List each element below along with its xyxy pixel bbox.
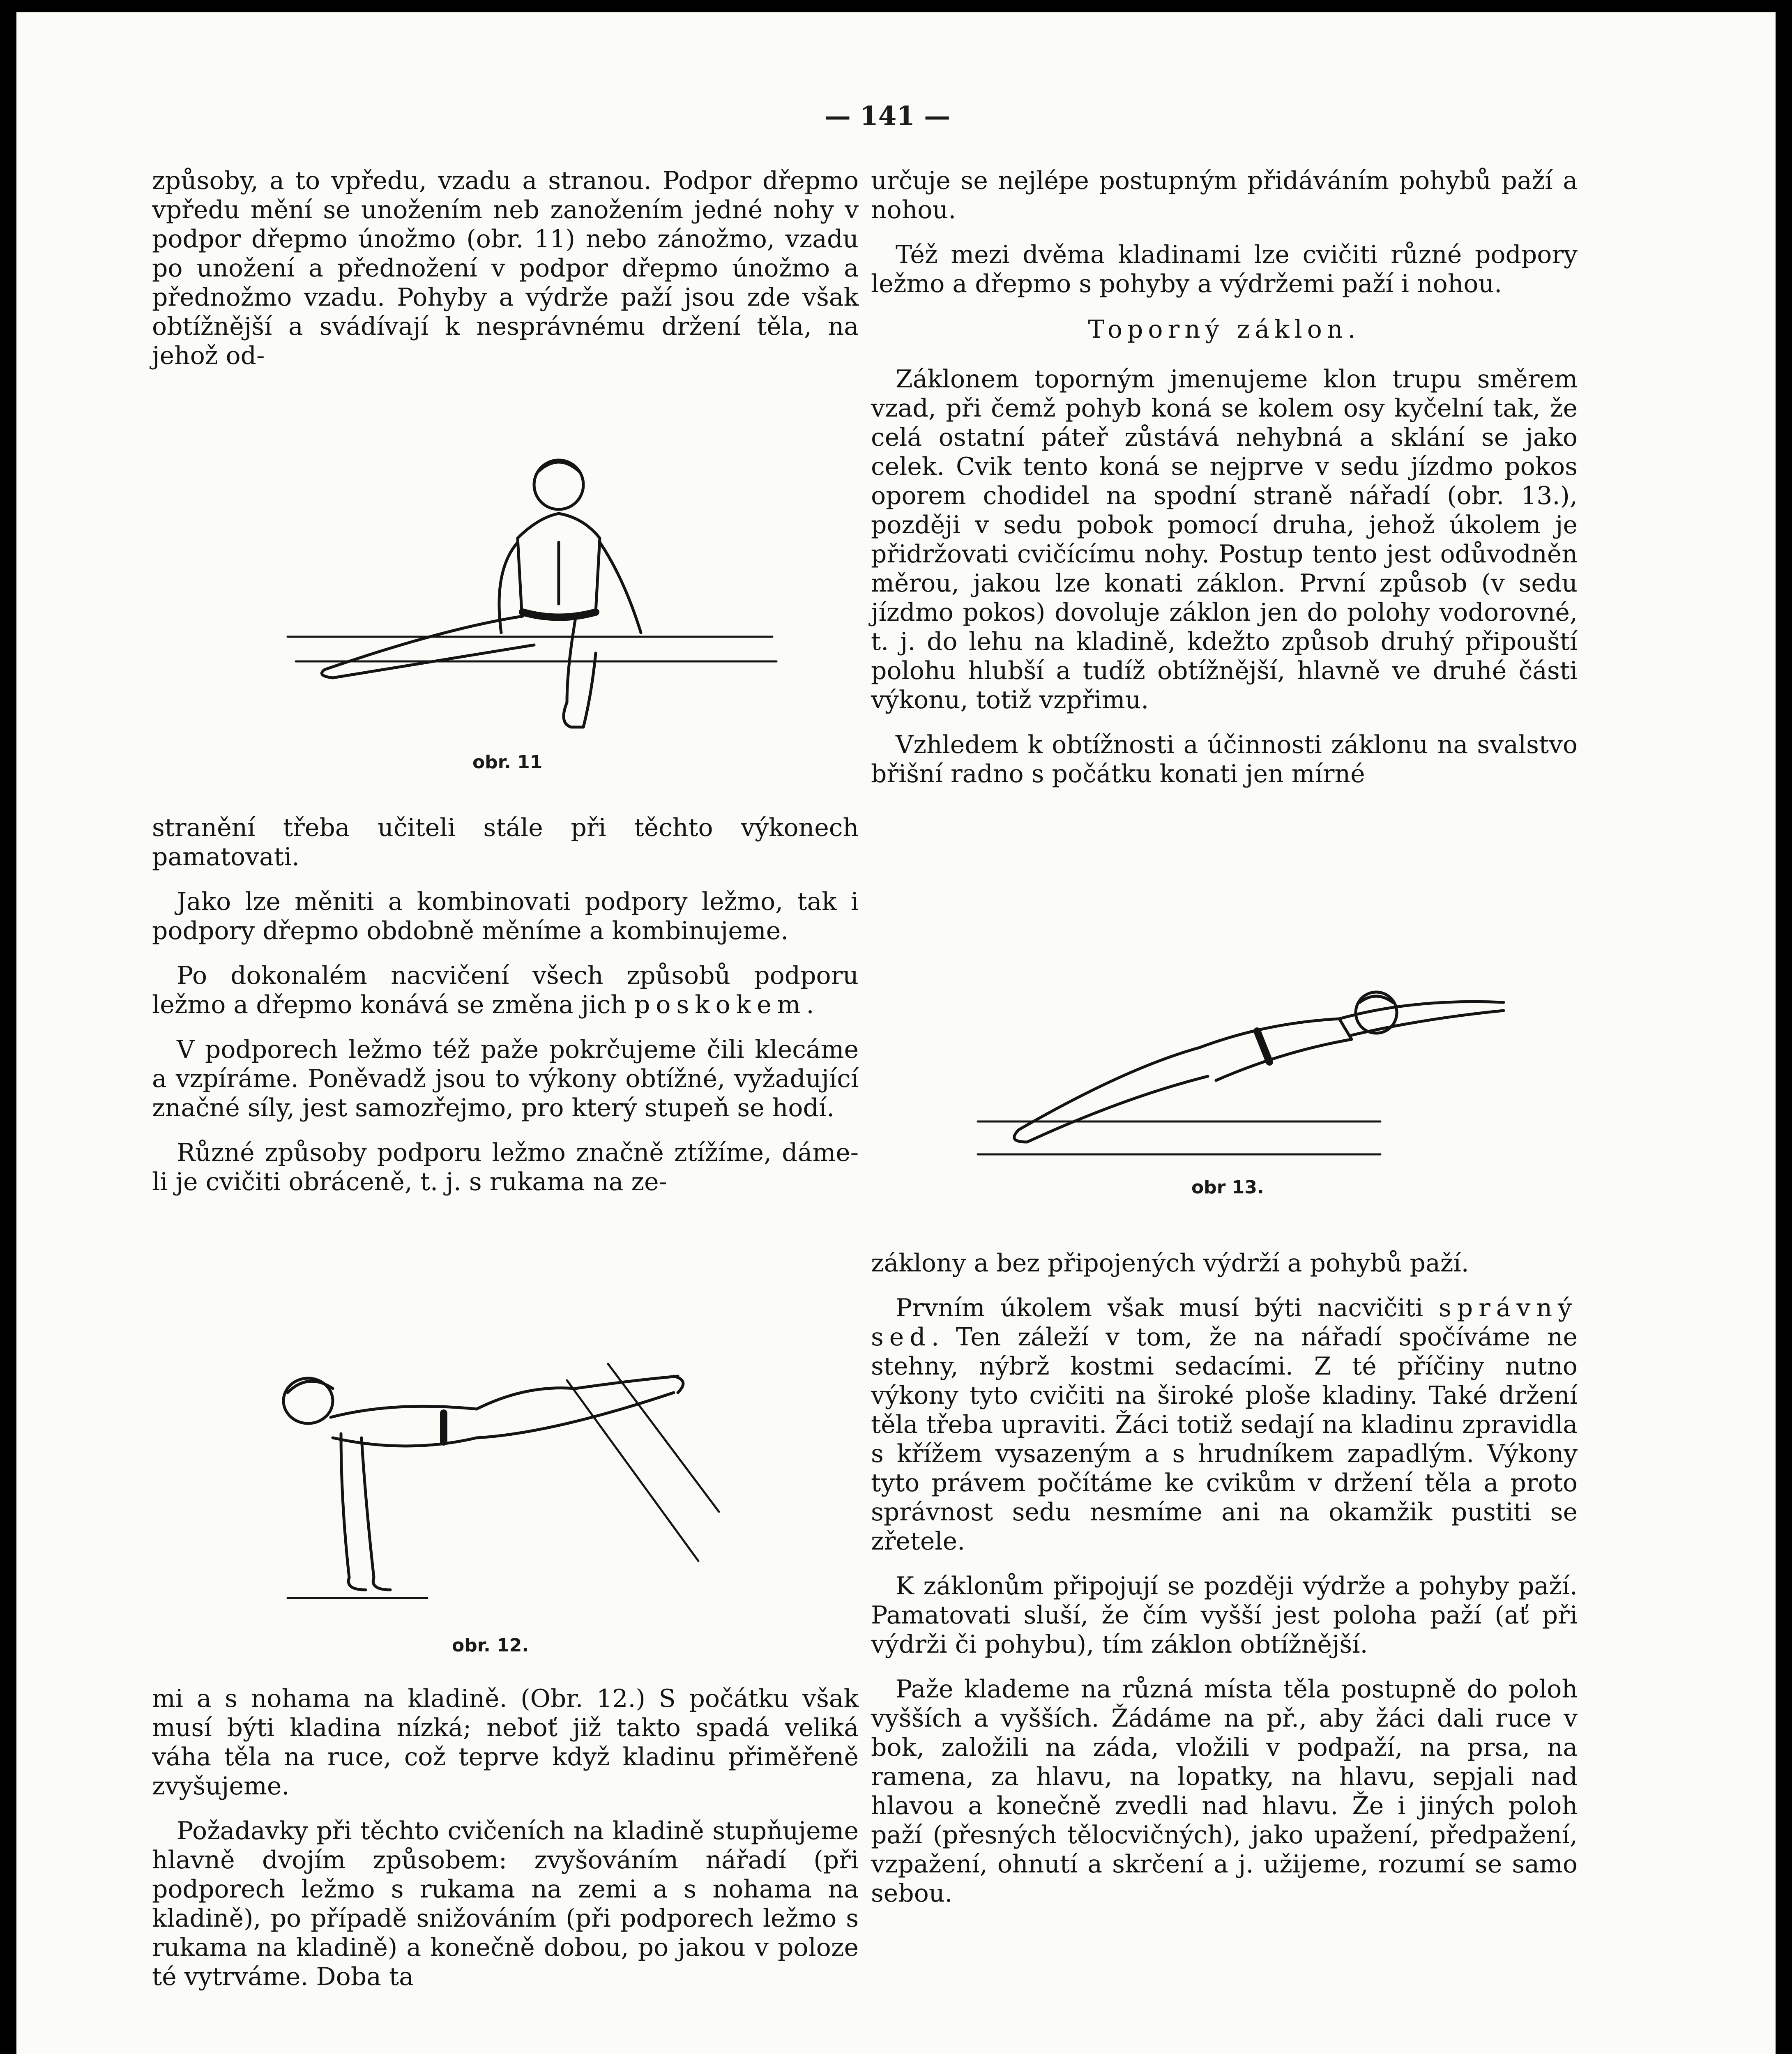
left-column-middle [152, 813, 859, 1197]
paragraph: určuje se nejlépe postupným přidáváním pohybů paží a nohou. [871, 166, 1578, 224]
emphasis-text: správný sed [871, 1294, 1578, 1352]
paragraph: Různé způsoby podporu ležmo značně ztížíme, dáme-li je cvičiti obráceně, t. j. s rukama na ze- [152, 1138, 859, 1196]
text-run: Po dokonalém nacvičení všech způsobů podporu ležmo a dřepmo konává se změna jich [152, 961, 859, 1019]
paragraph: záklony a bez připojených výdrží a pohybů paží. [871, 1249, 1469, 1278]
left-column-top [152, 166, 859, 386]
section-heading: Toporný záklon. [1088, 315, 1361, 344]
text-run: . [806, 990, 814, 1019]
page-number: — 141 — [824, 101, 951, 131]
right-column-top [871, 166, 1578, 789]
book-page [16, 12, 1776, 2054]
paragraph: Záklonem toporným jmenujeme klon trupu směrem vzad, při čemž pohyb koná se kolem osy kyčelní tak, že celá ostatní páteř zůstává nehybná a sklání se jako celek. Cvik tento koná se nejprve v sedu jízdmo pokos oporem chodidel na spodní straně nářadí (obr. 13.), později v sedu pobok pomocí druha, jehož úkolem je přidržovati cvičícímu nohy. Postup tento jest odůvodněn měrou, jakou lze konati záklon. První způsob (v sedu jízdmo pokos) dovoluje záklon jen do polohy vodorovné, t. j. do lehu na kladině, kdežto způsob druhý připouští polohu hlubší a tudíž obtížnější, hlavně ve druhé části výkonu, totiž vzpřimu. [871, 365, 1578, 714]
paragraph: K záklonům připojují se později výdrže a pohyby paží. Pamatovati sluší, že čím vyšší jest poloha paží (ať při výdrži či pohybu), tím záklon obtížnější. [871, 1572, 1578, 1659]
figure-11-caption: obr. 11 [472, 752, 543, 773]
left-column-bottom [152, 1684, 859, 1992]
figure-11-illustration [271, 440, 789, 735]
figure-12-caption: obr. 12. [452, 1635, 529, 1656]
paragraph: Vzhledem k obtížnosti a účinnosti záklonu na svalstvo břišní radno s počátku konati jen mírné [871, 730, 1578, 788]
paragraph: Jako lze měniti a kombinovati podpory ležmo, tak i podpory dřepmo obdobně měníme a kombinujeme. [152, 887, 859, 945]
paragraph [152, 961, 859, 1020]
paragraph [871, 1294, 1578, 1556]
figure-12-illustration [263, 1347, 756, 1610]
right-column-bottom [871, 1249, 1578, 1908]
paragraph: Též mezi dvěma kladinami lze cvičiti různé podpory ležmo a dřepmo s pohyby a výdržemi paží i nohou. [871, 240, 1578, 298]
paragraph: mi a s nohama na kladině. (Obr. 12.) S počátku však musí býti kladina nízká; neboť již takto spadá veliká váha těla na ruce, což teprve když kladinu přiměřeně zvyšujeme. [152, 1684, 859, 1801]
paragraph: Požadavky při těchto cvičeních na kladině stupňujeme hlavně dvojím způsobem: zvyšováním nářadí (při podporech ležmo s rukama na zemi a s nohama na kladině), po případě snižováním (při podporech ležmo s rukama na kladině) a konečně dobou, po jakou v poloze té vytrváme. Doba ta [152, 1817, 859, 1991]
emphasis-text: poskokem [634, 990, 806, 1019]
figure-13-illustration [970, 974, 1528, 1163]
paragraph: Paže klademe na různá místa těla postupně do poloh vyšších a vyšších. Žádáme na př., aby žáci dali ruce v bok, založili na záda, vložili v podpaží, na prsa, na ramena, za hlavu, na lopatky, na hlavu, sepjali nad hlavou a konečně zvedli nad hlavu. Že i jiných poloh paží (přesných tělocvičných), jako upažení, předpažení, vzpažení, ohnutí a skrčení a j. užijeme, rozumí se samo sebou. [871, 1675, 1578, 1908]
paragraph: V podporech ležmo též paže pokrčujeme čili klecáme a vzpíráme. Poněvadž jsou to výkony obtížné, vyžadující značné síly, jest samozřejmo, pro který stupeň se hodí. [152, 1035, 859, 1122]
figure-13-caption: obr 13. [1191, 1177, 1264, 1198]
text-run: . Ten záleží v tom, že na nářadí spočíváme ne stehny, nýbrž kostmi sedacími. Z té příčiny nutno výkony tyto cvičiti na široké ploše kladiny. Také držení těla třeba upraviti. Žáci totiž sedají na kladinu zpravidla s křížem vysazeným a s hrudníkem zapadlým. Výkony tyto právem počítáme ke cvikům v držení těla a proto správnost sedu nesmíme ani na okamžik pustiti se zřetele. [871, 1323, 1578, 1556]
paragraph: stranění třeba učiteli stále při těchto výkonech pamatovati. [152, 813, 859, 871]
text-run: Prvním úkolem však musí býti nacvičiti [896, 1294, 1439, 1322]
paragraph: způsoby, a to vpředu, vzadu a stranou. Podpor dřepmo vpředu mění se unožením neb zanožením jedné nohy v podpor dřepmo únožmo (obr. 11) nebo zánožmo, vzadu po unožení a přednožení v podpor dřepmo únožmo a přednožmo vzadu. Pohyby a výdrže paží jsou zde však obtížnější a svádívají k nesprávnému držení těla, na jehož od- [152, 166, 859, 370]
